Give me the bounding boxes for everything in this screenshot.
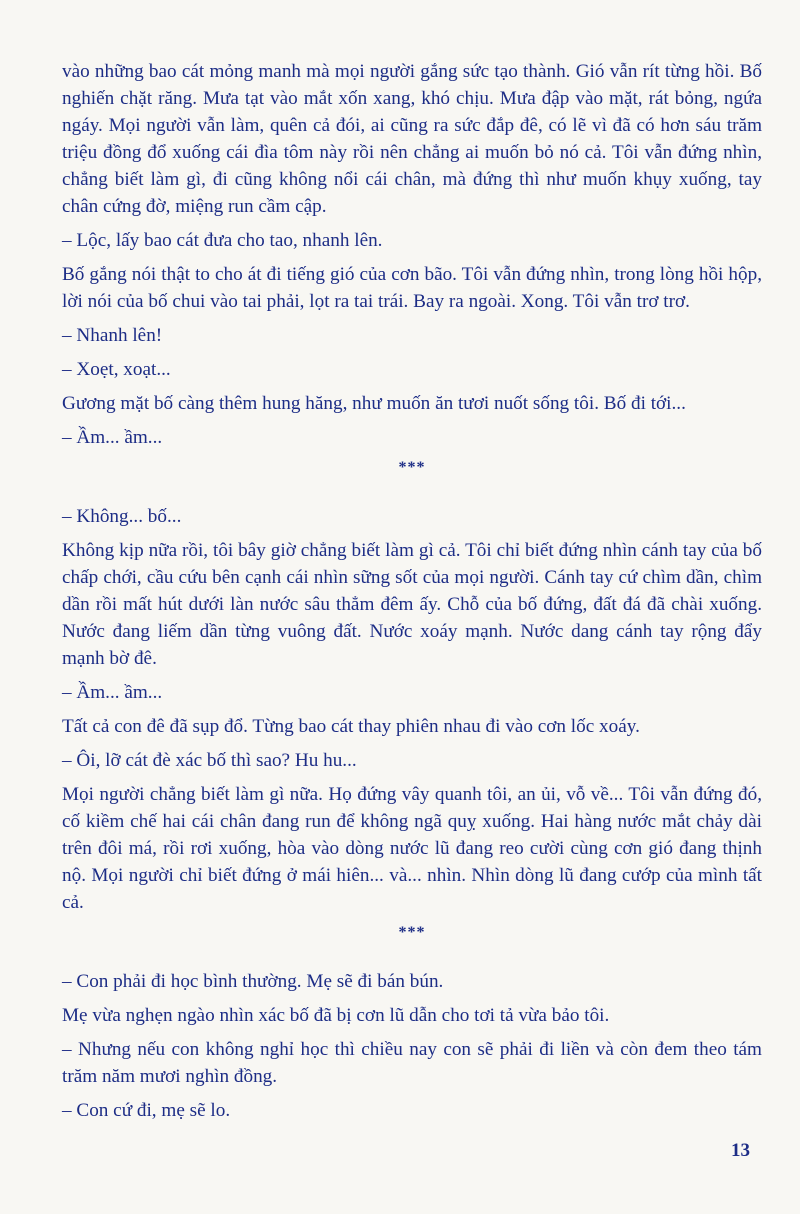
paragraph: vào những bao cát mỏng manh mà mọi người gắng sức tạo thành. Gió vẫn rít từng hồi. Bố nghiến chặt răng. Mưa tạt vào mắt xốn xang, khó chịu. Mưa đập vào mặt, rát bỏng, ngứa ngáy. Mọi người vẫn làm, quên cả đói, ai cũng ra sức đắp đê, có lẽ vì đã có hơn sáu trăm triệu đồng đổ xuống cái đìa tôm này rồi nên chẳng ai muốn bỏ nó cả. Tôi vẫn đứng nhìn, chẳng biết làm gì, đi cũng không nổi cái chân, mà đứng thì như muốn khụy xuống, tay chân cứng đờ, miệng run cầm cập. (62, 61, 762, 217)
paragraph: Tất cả con đê đã sụp đổ. Từng bao cát thay phiên nhau đi vào cơn lốc xoáy. (62, 716, 640, 737)
paragraph: – Lộc, lấy bao cát đưa cho tao, nhanh lên. (62, 230, 383, 251)
paragraph: Không kịp nữa rồi, tôi bây giờ chẳng biết làm gì cả. Tôi chỉ biết đứng nhìn cánh tay của bố chấp chới, cầu cứu bên cạnh cái nhìn sững sốt của mọi người. Cánh tay cứ chìm dần, chìm dần rồi mất hút dưới làn nước sâu thẳm đêm ấy. Chỗ của bố đứng, đất đá đã chài xuống. Nước đang liếm dần từng vuông đất. Nước xoáy mạnh. Nước dang cánh tay rộng đẩy mạnh bờ đê. (62, 540, 762, 669)
paragraph: Gương mặt bố càng thêm hung hăng, như muốn ăn tươi nuốt sống tôi. Bố đi tới... (62, 393, 686, 414)
paragraph: – Ôi, lỡ cát đè xác bố thì sao? Hu hu... (62, 750, 357, 771)
paragraph: – Ầm... ầm... (62, 682, 163, 703)
paragraph: – Nhanh lên! (62, 325, 163, 346)
section-separator: *** (398, 924, 426, 941)
section-separator: *** (398, 459, 426, 476)
paragraph: – Con phải đi học bình thường. Mẹ sẽ đi bán bún. (62, 971, 444, 992)
paragraph: Mẹ vừa nghẹn ngào nhìn xác bố đã bị cơn lũ dẫn cho tơi tả vừa bảo tôi. (62, 1005, 610, 1026)
paragraph: Mọi người chẳng biết làm gì nữa. Họ đứng vây quanh tôi, an ủi, vỗ về... Tôi vẫn đứng đó, cố kiềm chế hai cái chân đang run để không ngã quỵ xuống. Hai hàng nước mắt chảy dài trên đôi má, rồi rơi xuống, hòa vào dòng nước lũ đang reo cười cùng cơn gió đang thịnh nộ. Mọi người chỉ biết đứng ở mái hiên... và... nhìn. Nhìn dòng lũ đang cướp của mình tất cả. (62, 784, 762, 913)
page-text (62, 58, 762, 1131)
paragraph: – Nhưng nếu con không nghỉ học thì chiều nay con sẽ phải đi liền và còn đem theo tám trăm năm mươi nghìn đồng. (62, 1039, 762, 1087)
paragraph: – Không... bố... (62, 506, 182, 527)
paragraph: – Xoẹt, xoạt... (62, 359, 171, 380)
paragraph: – Con cứ đi, mẹ sẽ lo. (62, 1100, 231, 1121)
page-number: 13 (731, 1140, 750, 1161)
paragraph: – Ầm... ầm... (62, 427, 163, 448)
paragraph: Bố gắng nói thật to cho át đi tiếng gió của cơn bão. Tôi vẫn đứng nhìn, trong lòng hồi hộp, lời nói của bố chui vào tai phải, lọt ra tai trái. Bay ra ngoài. Xong. Tôi vẫn trơ trơ. (62, 264, 762, 312)
